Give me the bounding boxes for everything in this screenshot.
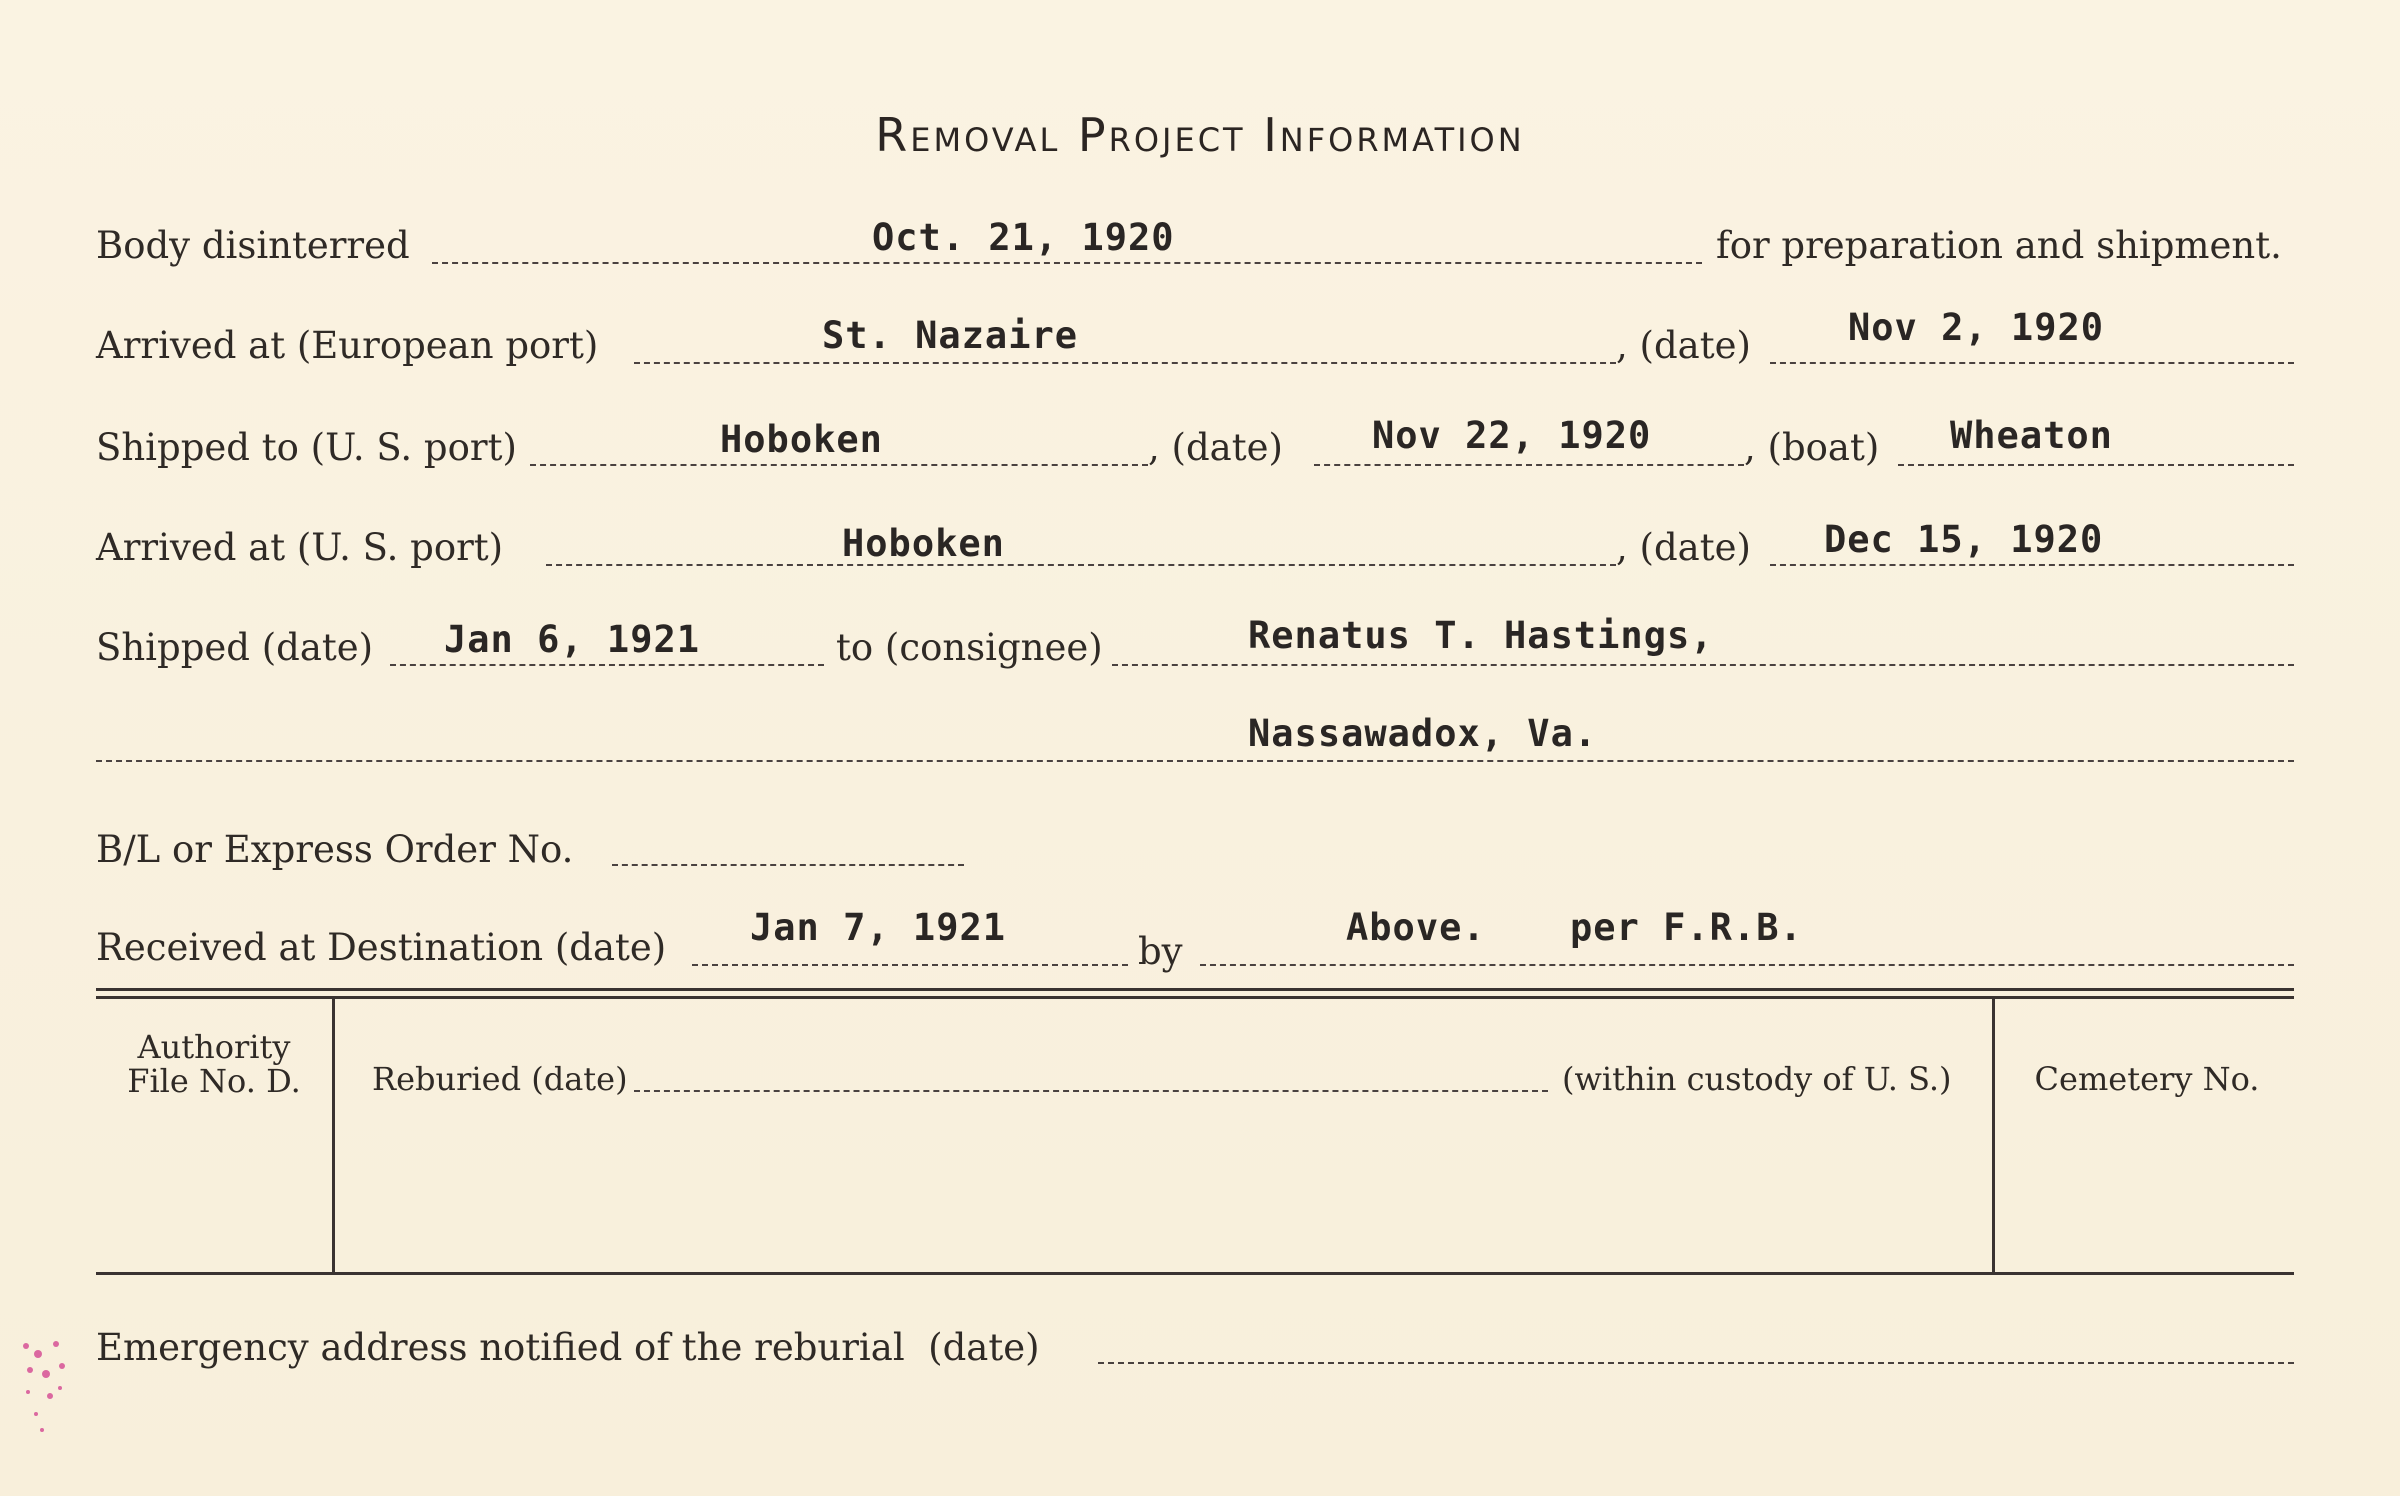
shipped-date-label: Shipped (date): [96, 626, 374, 669]
arrived-european-date: Nov 2, 1920: [1848, 306, 2105, 349]
arrived-us-port-line: [546, 564, 1616, 566]
arrived-us-port: Hoboken: [842, 522, 1005, 565]
shipped-us-port: Hoboken: [720, 418, 883, 461]
shipped-us-port-line: [530, 464, 1148, 466]
shipped-date-value: Jan 6, 1921: [444, 618, 701, 661]
shipped-us-boat: Wheaton: [1950, 414, 2113, 457]
shipped-us-boat-line: [1898, 464, 2294, 466]
consignee-label: to (consignee): [836, 626, 1103, 669]
received-date: Jan 7, 1921: [750, 906, 1007, 949]
red-stamp-mark: [16, 1330, 76, 1440]
received-by: Above.: [1346, 906, 1486, 949]
bl-order-label: B/L or Express Order No.: [96, 828, 574, 871]
arrived-european-date-label: , (date): [1616, 324, 1751, 367]
shipped-us-date-label: , (date): [1148, 426, 1283, 469]
arrived-us-date-label: , (date): [1616, 526, 1751, 569]
arrived-us-date-line: [1770, 564, 2294, 566]
shipped-date-line: [390, 664, 824, 666]
reburied-line: [634, 1090, 1548, 1092]
consignee-line-1: [1112, 664, 2294, 666]
cemetery-label: Cemetery No.: [2034, 1060, 2260, 1098]
consignee-line-2: [96, 760, 2294, 762]
authority-line-2: File No. D.: [127, 1062, 301, 1100]
received-per: per F.R.B.: [1570, 906, 1803, 949]
table-bottom-rule: [96, 1272, 2294, 1275]
arrived-european-port-line: [634, 362, 1616, 364]
table-divider-right: [1992, 998, 1995, 1272]
received-by-line: [1200, 964, 2294, 966]
received-by-label: by: [1138, 930, 1183, 973]
custody-label: (within custody of U. S.): [1562, 1060, 1952, 1098]
body-disinterred-line: [432, 262, 1702, 264]
shipped-us-label: Shipped to (U. S. port): [96, 426, 517, 469]
emergency-label: Emergency address notified of the reburial (date): [96, 1326, 1040, 1369]
received-label: Received at Destination (date): [96, 926, 667, 969]
received-date-line: [692, 964, 1128, 966]
table-top-rule-2: [96, 996, 2294, 999]
table-top-rule-1: [96, 988, 2294, 991]
emergency-line: [1098, 1362, 2294, 1364]
reburied-label: Reburied (date): [372, 1060, 628, 1098]
card-title: Removal Project Information: [875, 108, 1525, 162]
consignee-address: Nassawadox, Va.: [1248, 712, 1598, 755]
table-divider-left: [332, 998, 335, 1272]
shipped-us-date-line: [1314, 464, 1744, 466]
body-disinterred-suffix: for preparation and shipment.: [1716, 224, 2282, 267]
body-disinterred-label: Body disinterred: [96, 224, 410, 267]
shipped-us-boat-label: , (boat): [1744, 426, 1880, 469]
arrived-european-date-line: [1770, 362, 2294, 364]
consignee-name: Renatus T. Hastings,: [1248, 614, 1714, 657]
bl-order-line: [612, 864, 964, 866]
arrived-european-label: Arrived at (European port): [96, 324, 599, 367]
arrived-us-date: Dec 15, 1920: [1824, 518, 2104, 561]
arrived-us-label: Arrived at (U. S. port): [96, 526, 504, 569]
arrived-european-port: St. Nazaire: [822, 314, 1079, 357]
shipped-us-date: Nov 22, 1920: [1372, 414, 1652, 457]
body-disinterred-value: Oct. 21, 1920: [872, 216, 1175, 259]
authority-line-1: Authority: [137, 1028, 291, 1066]
